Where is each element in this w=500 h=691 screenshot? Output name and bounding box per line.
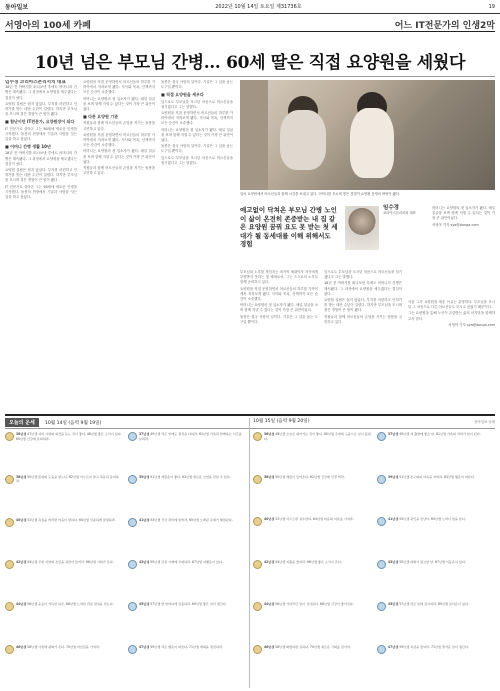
fortune-date-left: 10월 14일 (음력 9월 19일) (44, 420, 102, 426)
fortune-item (5, 560, 122, 602)
fortune-item (377, 645, 495, 687)
zodiac-icon (377, 645, 386, 654)
fortune-text: 44년생 56년생 웃음이 가득한 하루. 68년생 노력한 만큼 결실을 얻는다. (16, 602, 114, 607)
zodiac-icon (5, 432, 14, 441)
fortune-text: 43년생 55년생 금전 거래에 주의하라. 67년생 여행운이 있다. (139, 559, 223, 564)
fortune-item (377, 517, 495, 559)
paragraph: 어머니는 요양원의 첫 입소자가 됐다. 매일 얼굴을 보며 함께 지낼 수 있다는 것이 가장 큰 위안이었다. (432, 206, 495, 221)
zodiac-icon (377, 602, 386, 611)
paragraph: 그는 요양원을 통해 노인이 존중받는 삶의 마지막을 함께하고자 한다. (408, 311, 495, 321)
zodiac-icon (128, 602, 137, 611)
paragraph: IT 전문가로 살아온 그는 60세에 새로운 인생을 시작했다. 돌봄의 현장에서 기술과 사람을 잇는 일을 하고 싶었다. (5, 126, 77, 142)
fortune-text: 43년생 55년생 대화가 필요한 날. 67년생 이동운이 있다. (388, 559, 466, 564)
zodiac-icon (253, 560, 262, 569)
paragraph: 어머니는 요양원의 첫 입소자가 됐다. 매일 얼굴을 보며 함께 지낼 수 있다는 것이 가장 큰 위안이었다. (161, 127, 233, 143)
paragraph: 서영아 기자 sya@donga.com (432, 222, 479, 227)
zodiac-icon (253, 432, 262, 441)
photo-caption: 임씨 요양원에서 어르신들과 함께 시간을 보내고 있다. 어머니를 모시며 쌓은 경험이 요양원 운영의 바탕이 됐다. (240, 192, 401, 196)
article-column-7 (408, 300, 495, 410)
pull-quote: 애고없이 닥쳐온 부모님 간병 노인이 삶이 온전히 존중받는 내 집 같은 요양원 꿈꿔 요도 못 받는 첫 세대가 될 동세대를 이해 위해서도 경험 (240, 206, 338, 248)
article-column-6 (432, 206, 495, 266)
paragraph: 요양원을 직접 운영하면서 어르신들의 하루를 가까이에서 지켜보게 됐다. 식사와 목욕, 산책까지 모든 순간이 소중했다. (161, 111, 233, 126)
profile-name: 임수경 (383, 205, 399, 211)
fortune-text: 42년생 54년생 지출을 줄여라. 66년생 좋은 소식이 온다. (264, 559, 342, 564)
subhead: ■ 직접 요양원을 세우다 (161, 92, 204, 98)
paragraph: 요양원 설립은 쉽지 않았다. 부지를 마련하고 인허가를 받는 데만 수년이 걸렸다. 하지만 부모님을 모시며 겪은 경험이 큰 힘이 됐다. (324, 298, 402, 313)
zodiac-icon (5, 475, 14, 484)
fortune-item (128, 432, 245, 474)
fortune-text: 36년생 47년생 여러 사람의 의견을 듣는 것이 좋다. 48년생 좋은 소식이 있다. 60년생 건강에 유의하라. (16, 432, 122, 441)
fortune-item (377, 475, 495, 517)
fortune-item (377, 602, 495, 644)
fortune-text: 41년생 53년생 귀인을 만난다. 65년생 노력이 빛을 본다. (388, 517, 466, 522)
fortune-item (253, 475, 371, 517)
fortune-text: 38년생 50년생 뜻밖의 도움을 받는다. 62년생 서두르지 말고 차분히 준비하라. (16, 474, 119, 484)
fortune-text: 41년생 53년생 건강 관리에 힘써라. 65년생 오래된 문제가 해결된다. (139, 517, 233, 522)
zodiac-icon (128, 475, 137, 484)
fortune-list-left (5, 432, 245, 687)
subhead: ■ 어머니 간병 생활 10년 (5, 144, 51, 150)
paragraph: 요양원 설립은 쉽지 않았다. 부지를 마련하고 인허가를 받는 데만 수년이 걸렸다. 하지만 부모님을 모시며 겪은 경험이 큰 힘이 됐다. (5, 168, 77, 183)
divider (5, 428, 495, 429)
paragraph: 직원들과 함께 어르신들의 존엄을 지키는 돌봄을 고민하고 있다. (324, 314, 402, 324)
paragraph: 직원들과 함께 어르신들의 존엄을 지키는 돌봄을 고민하고 있다. (83, 166, 155, 176)
fortune-text: 46년생 58년생 화합하면 길하다. 70년생 새로운 기회를 잡아라. (264, 644, 351, 649)
paragraph: 돌봄은 결국 사람의 일이다. 기술은 그 일을 돕는 도구일 뿐이다. (161, 144, 233, 154)
profile-box (383, 206, 428, 215)
zodiac-icon (128, 432, 137, 441)
zodiac-icon (253, 475, 262, 484)
section-left: 서영아의 100세 카페 (5, 21, 91, 31)
fortune-header-right (253, 418, 495, 424)
zodiac-icon (5, 645, 14, 654)
fortune-item (377, 560, 495, 602)
paragraph: 부모님의 노후를 책임지는 마지막 세대이자 자식에게 부양받지 못하는 첫 세대로서, 그는 스스로의 노후도 함께 준비하고 있다. (240, 270, 318, 285)
article-column-1 (5, 80, 77, 410)
fortune-text: 40년생 52년생 욕심을 버리면 마음이 편하다. 64년생 신중하게 결정하라. (16, 517, 116, 522)
fortune-item (253, 645, 371, 687)
zodiac-icon (377, 432, 386, 441)
masthead (0, 0, 500, 14)
paragraph: IT 전문가로 살아온 그는 60세에 새로운 인생을 시작했다. 돌봄의 현장에서 기술과 사람을 잇는 일을 하고 싶었다. (5, 184, 77, 200)
fortune-note: 동아일보 운세 (474, 419, 495, 424)
fortune-title: 오늘의 운세 (5, 418, 39, 427)
issue-date: 2022년 10월 14일 토요일 제31736호 (215, 4, 302, 10)
paragraph: 앞으로도 부모님을 모시던 마음으로 어르신들을 섬기겠다고 그는 말했다. (161, 155, 233, 165)
zodiac-icon (128, 645, 137, 654)
zodiac-icon (5, 560, 14, 569)
fortune-item (5, 432, 122, 474)
main-photo (240, 80, 495, 190)
zodiac-icon (128, 518, 137, 527)
fortune-text: 39년생 51년생 친구와의 약속을 지켜라. 63년생 행운이 따른다. (388, 474, 475, 479)
fortune-item (253, 432, 371, 474)
zodiac-icon (377, 560, 386, 569)
fortune-item (128, 560, 245, 602)
article-column-5 (324, 270, 402, 410)
page-number: 19 (488, 3, 495, 10)
fortune-item (5, 518, 122, 560)
paragraph: 어머니는 요양원의 첫 입소자가 됐다. 매일 얼굴을 보며 함께 지낼 수 있다는 것이 가장 큰 위안이었다. (83, 149, 155, 164)
fortune-header-left (5, 418, 101, 427)
paragraph: 돌봄은 결국 사람의 일이다. 기술은 그 일을 돕는 도구일 뿐이다. (240, 314, 318, 324)
zodiac-icon (5, 602, 14, 611)
paragraph: 어머니는 요양원의 첫 입소자가 됐다. 매일 얼굴을 보며 함께 지낼 수 있다는 것이 가장 큰 위안이었다. (83, 96, 155, 112)
article-column-2 (83, 80, 155, 410)
fortune-text: 45년생 57년생 작은 일에 감사하라. 69년생 문서운이 있다. (388, 602, 469, 607)
divider (249, 418, 250, 688)
fortune-item (5, 645, 122, 687)
paragraph: 18년 전 아버지를 떠나보낸 후에도 어머니의 간병은 계속됐다. 그 과정에서 요양원을 세우겠다는 결심이 섰다. (324, 281, 402, 296)
profile-title: 코리아스픈리서치 대표 (383, 210, 416, 215)
article-column-3 (161, 80, 233, 410)
paper-logo: 동아일보 (5, 4, 29, 11)
fortune-text: 36년생 48년생 오늘은 쉬어가는 것이 좋다. 60년생 주변의 도움으로 일이 풀린다. (264, 432, 371, 441)
fortune-item (128, 475, 245, 517)
fortune-item (253, 517, 371, 559)
zodiac-icon (5, 518, 14, 527)
article-column-4 (240, 270, 318, 410)
fortune-item (5, 602, 122, 644)
fortune-text: 40년생 52년생 서두르면 실수한다. 64년생 마음의 여유를 가져라. (264, 517, 354, 522)
fortune-item (253, 602, 371, 644)
paragraph: 어머니는 요양원의 첫 입소자가 됐다. 매일 얼굴을 보며 함께 지낼 수 있다는 것이 가장 큰 위안이었다. (240, 303, 318, 313)
byline: 임수경 코리아스픈리서치 대표 (5, 80, 66, 85)
zodiac-icon (253, 645, 262, 654)
fortune-text: 39년생 51년생 재물운이 좋다. 63년생 새로운 인연을 만날 수 있다. (139, 474, 231, 479)
divider (5, 31, 495, 32)
fortune-text: 42년생 54년생 주변 사람의 조언을 귀담아 들어라. 66년생 기회가 온다. (16, 559, 114, 564)
fortune-text: 46년생 58년생 가정에 평화가 온다. 70년생 자신감을 가져라. (16, 644, 100, 649)
headline: 10년 넘은 부모님 간병… 60세 딸은 직접 요양원을 세웠다 (34, 53, 466, 73)
paragraph: 요양원을 직접 운영하면서 어르신들의 하루를 가까이에서 지켜보게 됐다. 식사와 목욕, 산책까지 모든 순간이 소중했다. (83, 80, 155, 95)
fortune-text: 38년생 50년생 재물이 들어온다. 62년생 건강에 신경 써라. (264, 474, 345, 479)
subhead: ■ 힘난이던 IT전문가, 요양원장이 되다 (5, 119, 75, 125)
fortune-text: 45년생 57년생 말 한마디에 신중하라. 69년생 좋은 일이 생긴다. (139, 602, 227, 607)
divider (5, 414, 495, 416)
profile-photo (345, 206, 379, 250)
fortune-text: 37년생 49년생 새 출발에 좋은 날. 61년생 가족의 격려가 힘이 된다. (388, 432, 481, 436)
paragraph: 사실 그가 요양원을 세운 이유는 분명하다. 부모님을 모시던 그 마음으로 다른 어르신들도 모시고 싶었기 때문이다. (408, 300, 495, 310)
section-right: 어느 IT전문가의 인생2막 (394, 21, 495, 31)
fortune-date-right: 10월 15일 (음력 9월 20일) (253, 419, 310, 424)
fortune-item (253, 560, 371, 602)
zodiac-icon (128, 560, 137, 569)
fortune-item (128, 518, 245, 560)
paragraph: 요양원 설립은 쉽지 않았다. 부지를 마련하고 인허가를 받는 데만 수년이 걸렸다. 하지만 부모님을 모시며 겪은 경험이 큰 힘이 됐다. (5, 101, 77, 117)
paragraph: 18년 전 아버지를 떠나보낸 후에도 어머니의 간병은 계속됐다. 그 과정에서 요양원을 세우겠다는 결심이 섰다. (5, 151, 77, 166)
paragraph: 앞으로도 부모님을 모시던 마음으로 어르신들을 섬기겠다고 그는 말했다. (324, 270, 402, 280)
divider (5, 76, 495, 77)
fortune-item (5, 475, 122, 517)
paragraph: 18년 전 아버지를 떠나보낸 후에도 어머니의 간병은 계속됐다. 그 과정에서 요양원을 세우겠다는 결심이 섰다. (5, 85, 77, 100)
subhead: ■ 다른 요양원 기관 (83, 114, 119, 120)
fortune-text: 37년생 49년생 작은 일에도 정성을 다하라. 61년생 가족과 함께하는 시간을 늘려라. (139, 432, 242, 441)
zodiac-icon (253, 517, 262, 526)
fortune-list-right (253, 432, 495, 687)
fortune-text: 44년생 56년생 기다리던 일이 성사된다. 68년생 건강이 좋아진다. (264, 602, 354, 607)
zodiac-icon (377, 517, 386, 526)
fortune-text: 47년생 59년생 작은 행운이 따른다. 71년생 계획을 점검하라. (139, 644, 223, 649)
fortune-item (128, 602, 245, 644)
paragraph: 요양원을 직접 운영하면서 어르신들의 하루를 가까이에서 지켜보게 됐다. 식사와 목욕, 산책까지 모든 순간이 소중했다. (240, 286, 318, 302)
fortune-item (128, 645, 245, 687)
byline: 서영아 기자 sya@donga.com (448, 322, 495, 327)
paragraph: 앞으로도 부모님을 모시던 마음으로 어르신들을 섬기겠다고 그는 말했다. (161, 99, 233, 109)
fortune-item (377, 432, 495, 474)
zodiac-icon (253, 602, 262, 611)
paragraph: 돌봄은 결국 사람의 일이다. 기술은 그 일을 돕는 도구일 뿐이다. (161, 80, 233, 90)
paragraph: 직원들과 함께 어르신들의 존엄을 지키는 돌봄을 고민하고 있다. (83, 121, 155, 131)
paragraph: 요양원을 직접 운영하면서 어르신들의 하루를 가까이에서 지켜보게 됐다. 식사와 목욕, 산책까지 모든 순간이 소중했다. (83, 132, 155, 148)
fortune-text: 47년생 59년생 욕심을 줄여라. 71년생 즐거운 일이 생긴다. (388, 644, 469, 649)
zodiac-icon (377, 475, 386, 484)
